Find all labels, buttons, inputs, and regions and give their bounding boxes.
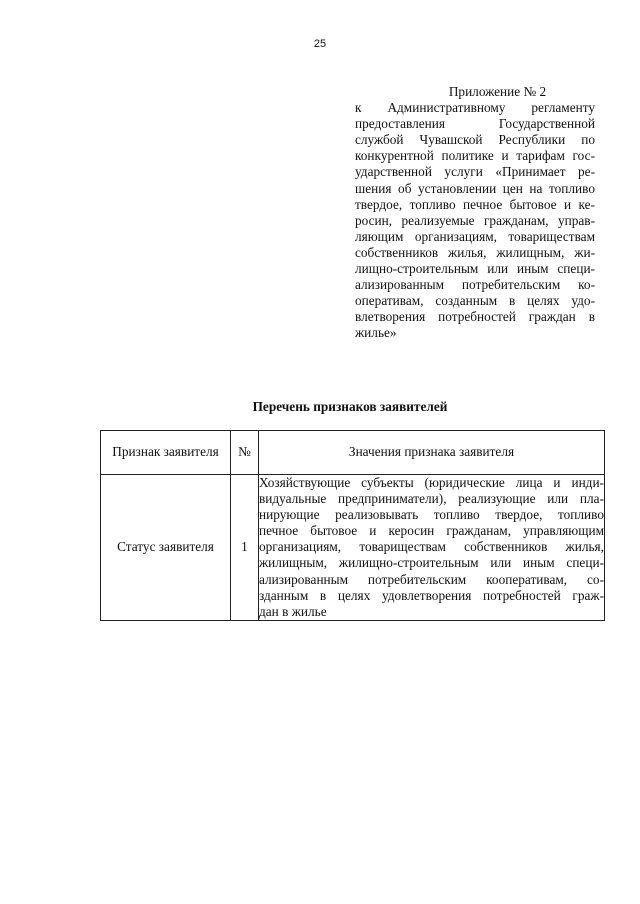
- cell-values: [259, 475, 605, 621]
- header-values: Значения признака заявителя: [259, 431, 605, 475]
- value-line: ализированным потребительским кооперативам, со-: [259, 571, 604, 587]
- value-line: организациям, товариществам собственников жилья,: [259, 539, 604, 555]
- appendix-line: ударственной услуги «Принимает ре-: [355, 164, 595, 180]
- table-header-row: [101, 431, 605, 475]
- value-line: нирующие реализовывать топливо твердое, топливо: [259, 507, 604, 523]
- appendix-line: влетворения потребностей граждан в: [355, 309, 595, 325]
- cell-number: 1: [231, 475, 259, 621]
- appendix-line: к Административному регламенту: [355, 100, 595, 116]
- page-number: 25: [313, 38, 327, 50]
- value-line: дан в жилье: [259, 603, 327, 619]
- value-line: видуальные предприниматели), реализующие или пла-: [259, 491, 604, 507]
- table-row: [101, 475, 605, 621]
- appendix-line: ализированным потребительским ко-: [355, 277, 595, 293]
- appendix-title: Приложение № 2: [448, 84, 547, 99]
- appendix-line: росин, реализуемые гражданам, управ-: [355, 212, 595, 228]
- value-line: печное бытовое и керосин гражданам, управляющим: [259, 523, 604, 539]
- value-line: зданным в целях удовлетворения потребностей граж-: [259, 587, 604, 603]
- appendix-line: службой Чувашской Республики по: [355, 132, 595, 148]
- appendix-line: предоставления Государственной: [355, 116, 595, 132]
- appendix-line: твердое, топливо печное бытовое и ке-: [355, 196, 595, 212]
- cell-attribute: Статус заявителя: [101, 475, 231, 621]
- appendix-line: шения об установлении цен на топливо: [355, 180, 595, 196]
- appendix-line: лищно-строительным или иным специ-: [355, 261, 595, 277]
- header-number: №: [231, 431, 259, 475]
- appendix-line: жилье»: [355, 325, 397, 341]
- document-title: Перечень признаков заявителей: [252, 399, 448, 414]
- appendix-block: [355, 84, 595, 342]
- applicant-attributes-table: [100, 430, 605, 621]
- value-line: Хозяйствующие субъекты (юридические лица и инди-: [259, 475, 604, 490]
- value-line: жилищным, жилищно-строительным или иным специ-: [259, 555, 604, 571]
- appendix-line: конкурентной политике и тарифам гос-: [355, 148, 595, 164]
- appendix-line: собственников жилья, жилищным, жи-: [355, 244, 595, 260]
- appendix-line: ляющим организациям, товариществам: [355, 228, 595, 244]
- header-attribute: Признак заявителя: [101, 431, 231, 475]
- appendix-line: оперативам, созданным в целях удо-: [355, 293, 595, 309]
